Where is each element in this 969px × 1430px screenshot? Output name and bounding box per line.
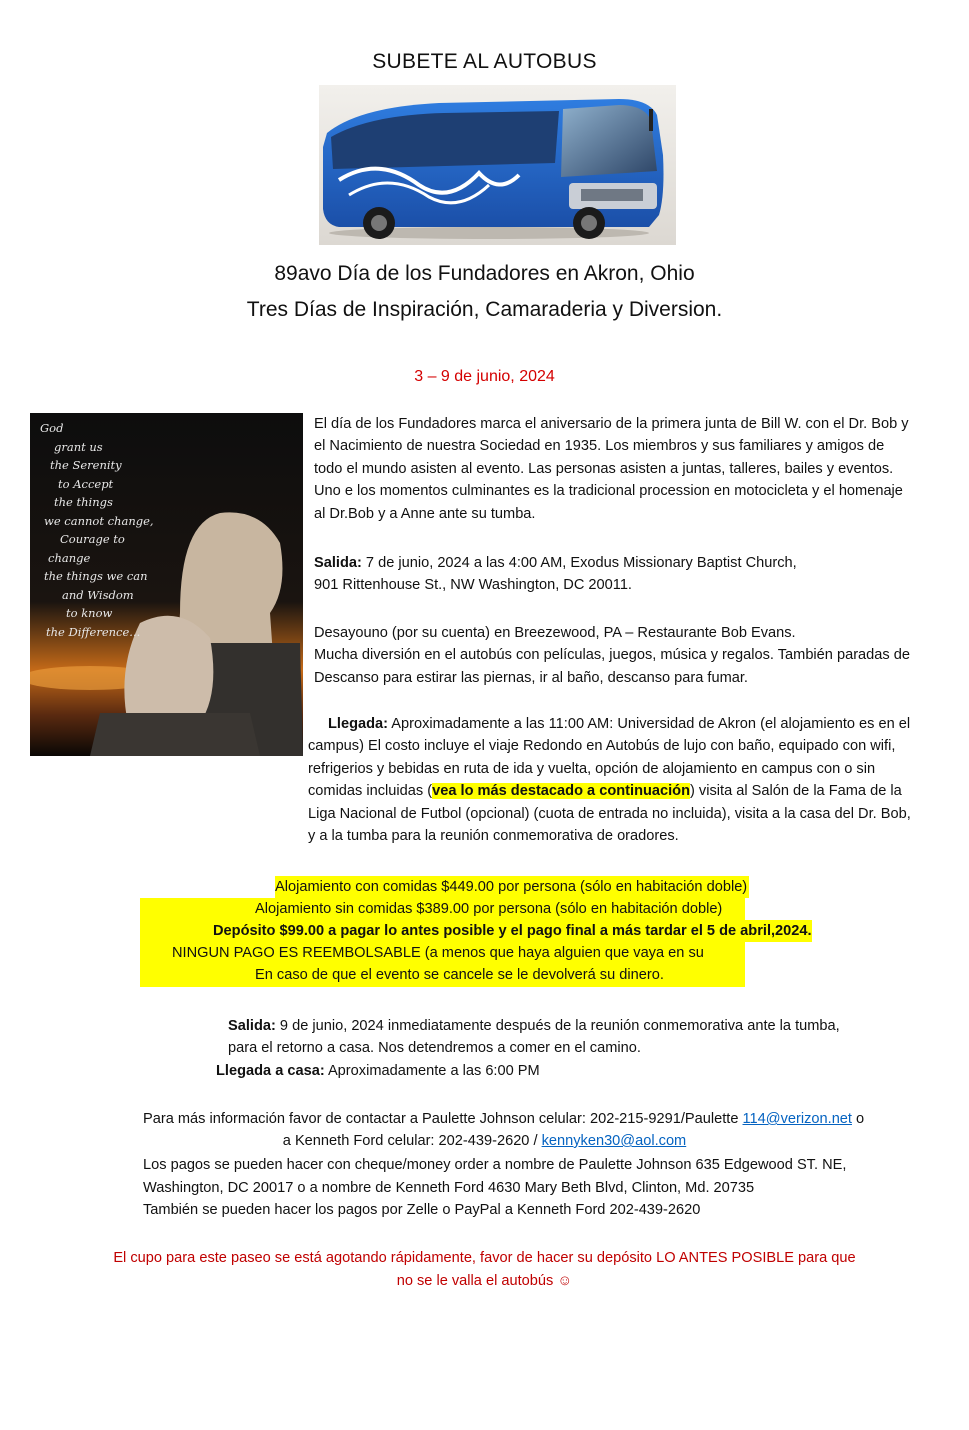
urgent-line-2: no se le valla el autobús ☺ — [396, 1272, 573, 1289]
prayer-line: and Wisdom — [62, 587, 134, 602]
contact-text: a Kenneth Ford celular: 202-439-2620 / — [282, 1133, 542, 1149]
bus-image — [319, 85, 676, 245]
prayer-line: God — [40, 421, 64, 435]
departure-text: 7 de junio, 2024 a las 4:00 AM, Exodus Missionary Baptist Church, — [361, 555, 797, 571]
price-without-meals: Alojamiento sin comidas $389.00 por persona (sólo en habitación doble) — [140, 898, 745, 920]
prayer-line: the things we can — [44, 569, 148, 583]
deposit-info: Depósito $99.00 a pagar lo antes posible y el pago final a más tardar el 5 de abril,2024. — [140, 920, 812, 942]
arrival-info — [308, 713, 913, 847]
arrival-text-end: ) visita al Salón de la Fama de la Liga Nacional de Futbol (opcional) (cuota de entrada no incluida), visita a la casa del Dr. Bob, y a la tumba para la reunión conmemorativa de oradores. — [308, 783, 911, 845]
event-subheadline: Tres Días de Inspiración, Camaraderia y Diversion. — [246, 298, 723, 321]
return-text-2: para el retorno a casa. Nos detendremos a comer en el camino. — [228, 1040, 641, 1056]
nonrefundable-info: NINGUN PAGO ES REEMBOLSABLE (a menos que haya alguien que vaya en su — [140, 942, 745, 987]
event-headline: 89avo Día de los Fundadores en Akron, Ohio — [274, 262, 695, 285]
breakfast-info — [314, 622, 914, 689]
prayer-line: we cannot change, — [44, 513, 154, 528]
departure-label: Salida: — [314, 555, 362, 571]
return-label: Salida: — [228, 1018, 276, 1034]
prayer-line: the Difference... — [46, 624, 141, 639]
prayer-line: grant us — [54, 439, 103, 454]
page-title: SUBETE AL AUTOBUS — [372, 50, 597, 73]
payment-line-2: Washington, DC 20017 o a nombre de Kenneth Ford 4630 Mary Beth Blvd, Clinton, Md. 20735 — [143, 1180, 755, 1196]
contact-text: Para más información favor de contactar a Paulette Johnson celular: 202-215-9291/Paulette — [143, 1111, 743, 1127]
payment-line-3: También se pueden hacer los pagos por Zelle o PayPal a Kenneth Ford 202-439-2620 — [143, 1202, 701, 1218]
highlight-note: vea lo más destacado a continuación — [432, 783, 691, 800]
prayer-line: the things — [54, 495, 113, 509]
urgent-notice — [0, 1247, 969, 1292]
event-date: 3 – 9 de junio, 2024 — [414, 368, 555, 385]
prayer-line: to know — [66, 606, 113, 620]
contact-text-end: o — [851, 1111, 865, 1127]
home-arrival-label: Llegada a casa: — [216, 1063, 325, 1079]
intro-paragraph: El día de los Fundadores marca el aniversario de la primera junta de Bill W. con el Dr. Bob y el Nacimiento de nuestra Sociedad en 1935. Los miembros y sus familiares y amigos de todo el mundo asisten al evento. Las personas asisten a juntas, talleres, bailes y eventos. Uno e los momentos culminantes es la tradicional procession en motocicleta y el homenaje al Dr.Bob y a Anne ante su tumba. — [314, 416, 909, 522]
cancel-info: En caso de que el evento se cancele se le devolverá su dinero. — [140, 964, 673, 986]
contact-line-2 — [0, 1130, 969, 1153]
contact-line-1 — [143, 1108, 923, 1131]
prayer-text — [40, 419, 170, 641]
urgent-line-1: El cupo para este paseo se está agotando rápidamente, favor de hacer su depósito LO ANTES POSIBLE para que — [113, 1250, 856, 1266]
email-link-paulette[interactable]: 114@verizon.net — [742, 1111, 852, 1127]
founders-photo — [30, 413, 303, 756]
price-with-meals: Alojamiento con comidas $449.00 por persona (sólo en habitación doble) — [275, 876, 749, 898]
departure-info — [314, 552, 914, 597]
departure-address: 901 Rittenhouse St., NW Washington, DC 20011. — [314, 577, 632, 594]
bus-fun-line: Mucha diversión en el autobús con películas, juegos, música y regalos. También paradas de Descanso para estirar las piernas, ir al baño, descanso para fumar. — [314, 647, 910, 686]
breakfast-line: Desayouno (por su cuenta) en Breezewood, PA – Restaurante Bob Evans. — [314, 625, 796, 641]
departure-line — [314, 552, 914, 574]
arrival-text: Aproximadamente a las 11:00 AM: Universidad de Akron (el alojamiento es en el campus) El costo incluye el viaje Redondo en Autobús de lujo con baño, equipado con wifi, refrigerios y bebidas en ruta de ida y vuelta, opción de alojamiento en campus con o sin comidas incluidas ( — [308, 716, 911, 800]
home-arrival-text: Aproximadamente a las 6:00 PM — [324, 1063, 540, 1079]
email-link-kenneth[interactable]: kennyken30@aol.com — [541, 1133, 687, 1149]
prayer-line: change — [48, 550, 91, 565]
prayer-line: the Serenity — [50, 458, 122, 472]
arrival-label: Llegada: — [328, 716, 389, 732]
payment-line-1: Los pagos se pueden hacer con cheque/money order a nombre de Paulette Johnson 635 Edgewood ST. NE, — [143, 1157, 847, 1173]
return-departure — [228, 1015, 908, 1037]
prayer-line: Courage to — [60, 532, 125, 546]
home-arrival — [216, 1060, 896, 1082]
return-text: 9 de junio, 2024 inmediatamente después de la reunión conmemorativa ante la tumba, — [275, 1018, 840, 1034]
prayer-line: to Accept — [58, 476, 114, 491]
